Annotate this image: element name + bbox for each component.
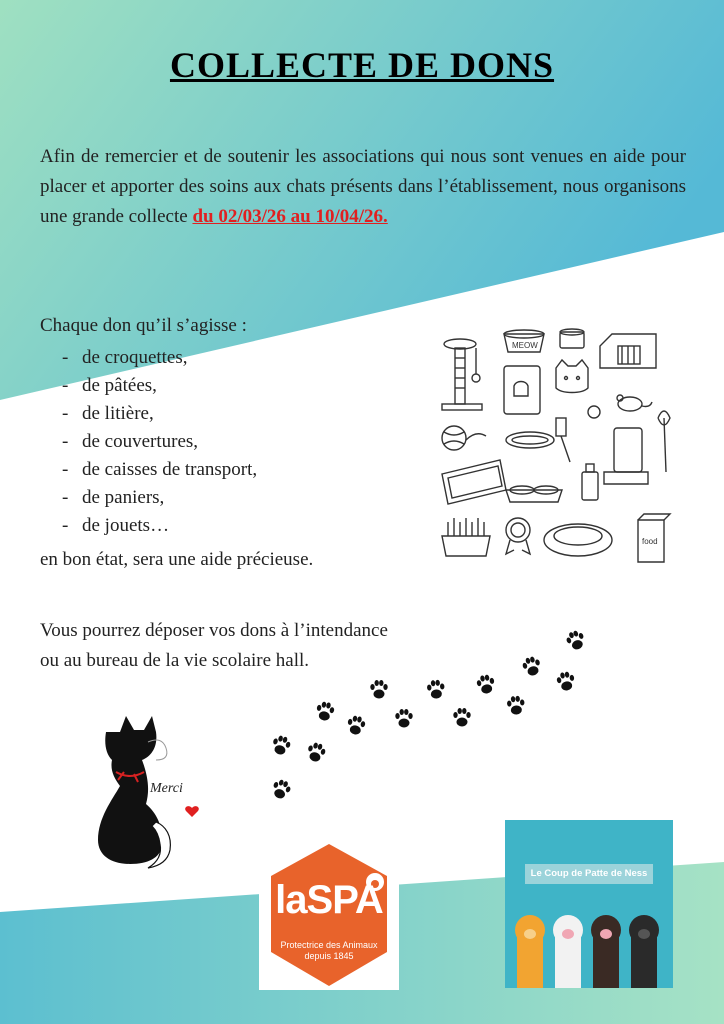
cat-tree-icon (442, 339, 482, 410)
spa-logo (259, 840, 399, 990)
food-bag-icon (504, 366, 540, 414)
list-item: - de pâtées, (62, 372, 257, 400)
deposit-line-2: ou au bureau de la vie scolaire hall. (40, 650, 310, 671)
raised-paws-illustration (505, 820, 673, 988)
black-paw-icon (629, 915, 659, 988)
svg-text:food: food (642, 537, 658, 546)
black-cat-merci-drawing (88, 712, 226, 872)
spa-subtitle: Protectrice des Animaux (280, 940, 378, 950)
donation-list (62, 344, 257, 540)
collection-dates: du 02/03/26 au 10/04/26. (192, 206, 388, 227)
svg-text:MEOW: MEOW (512, 341, 538, 350)
list-item: - de litière, (62, 400, 257, 428)
orange-paw-icon (515, 915, 545, 988)
intro-paragraph (40, 142, 686, 232)
donation-lead: Chaque don qu’il s’agisse : (40, 315, 247, 336)
litter-tray-icon (442, 460, 506, 504)
grass-pot-icon (442, 518, 490, 556)
white-paw-icon (553, 915, 583, 988)
list-item: - de croquettes, (62, 344, 257, 372)
brown-paw-icon (591, 915, 621, 988)
pet-supplies-illustration (432, 322, 680, 568)
spa-since: depuis 1845 (304, 951, 354, 961)
ball-icon (588, 406, 600, 418)
cat-face-icon (556, 360, 588, 393)
deposit-info (40, 616, 388, 676)
spa-wordmark: laSPA (275, 878, 383, 922)
shampoo-bottle-icon (582, 464, 598, 500)
ness-association-card (505, 820, 673, 988)
merci-text: Merci (150, 781, 183, 796)
food-box-icon (638, 514, 670, 562)
heart-icon (185, 806, 199, 817)
list-item: - de paniers, (62, 484, 257, 512)
list-item: - de caisses de transport, (62, 456, 257, 484)
medal-icon (506, 518, 530, 554)
brush-icon (556, 418, 570, 462)
cat-bed-icon (544, 524, 612, 556)
water-fountain-icon (604, 428, 648, 484)
collar-icon (506, 432, 554, 448)
donation-closing: en bon état, sera une aide précieuse. (40, 549, 314, 570)
deposit-line-1: Vous pourrez déposer vos dons à l’intendance (40, 620, 388, 641)
list-item: - de couvertures, (62, 428, 257, 456)
double-bowl-icon (506, 486, 562, 502)
small-bowl-icon (560, 329, 584, 348)
ness-label: Le Coup de Patte de Ness (525, 864, 653, 884)
food-bowl-icon (504, 330, 544, 352)
list-item: - de jouets… (62, 512, 257, 540)
yarn-ball-icon (442, 426, 486, 450)
feather-wand-icon (658, 411, 670, 472)
intro-text: Afin de remercier et de soutenir les associations qui nous sont venues en aide pour placer et apporter des soins aux chats présents dans l’établissement, nous organisons une grande collecte (40, 146, 686, 227)
pet-carrier-icon (600, 334, 656, 368)
toy-mouse-icon (617, 395, 652, 411)
page-title: COLLECTE DE DONS (169, 45, 555, 85)
